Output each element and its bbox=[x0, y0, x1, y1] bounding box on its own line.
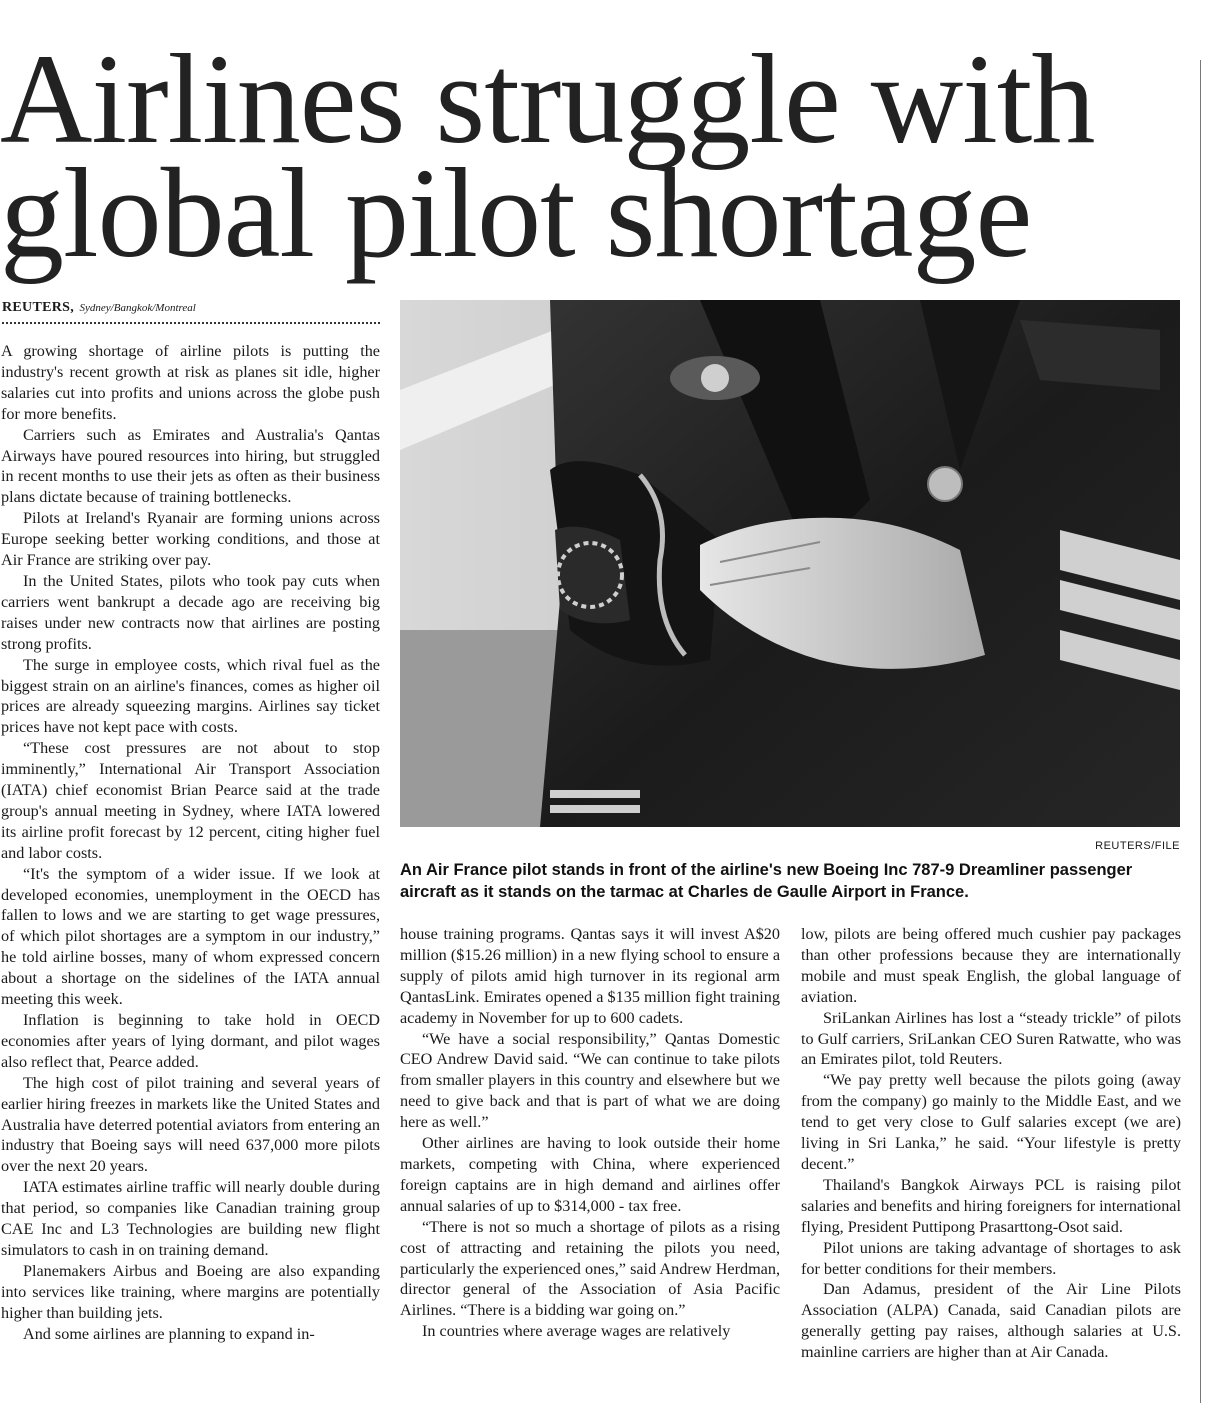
paragraph: Thailand's Bangkok Airways PCL is raising pilot salaries and benefits and hiring foreigners for international flying, President Puttipong Prasarttong-Osot said. bbox=[801, 1175, 1181, 1236]
headline bbox=[0, 28, 1190, 284]
paragraph: The surge in employee costs, which rival fuel as the biggest strain on an airline's finances, comes as higher oil prices are already squeezing margins. Airlines say ticket prices have not kept pace with costs. bbox=[1, 655, 380, 737]
paragraph: Other airlines are having to look outside their home markets, competing with China, where experienced foreign captains are in high demand and airlines offer annual salaries of up to $314,000 - tax free. bbox=[400, 1134, 780, 1215]
column-rule bbox=[1200, 60, 1201, 1403]
paragraph: A growing shortage of airline pilots is putting the industry's recent growth at risk as planes sit idle, higher salaries cut into profits and unions across the globe push for more benefits. bbox=[1, 342, 380, 423]
article-column-1 bbox=[1, 341, 380, 1345]
photo-caption: An Air France pilot stands in front of the airline's new Boeing Inc 787-9 Dreamliner passenger aircraft as it stands on the tarmac at Charles de Gaulle Airport in France. bbox=[400, 861, 1133, 901]
photo-credit: REUTERS/FILE bbox=[1095, 840, 1180, 852]
paragraph: “It's the symptom of a wider issue. If we look at developed economies, unemployment in the OECD has fallen to lows and we are starting to get wage pressures, of which pilot shortages are a symptom in our industry,” he told airline bosses, many of whom expressed concern about a shortage on the sidelines of the IATA annual meeting this week. bbox=[1, 864, 380, 1009]
paragraph: Dan Adamus, president of the Air Line Pilots Association (ALPA) Canada, said Canadian pilots are generally getting pay raises, although salaries at U.S. mainline carriers are higher than at Air Canada. bbox=[801, 1280, 1181, 1362]
paragraph: “These cost pressures are not about to stop imminently,” International Air Transport Association (IATA) chief economist Brian Pearce said at the trade group's annual meeting in Sydney, where IATA lowered its airline profit forecast by 12 percent, citing higher fuel and labor costs. bbox=[1, 739, 380, 862]
paragraph: “We have a social responsibility,” Qantas Domestic CEO Andrew David said. “We can continue to take pilots from smaller players in this country and elsewhere but we need to give back and that is part of what we are doing here as well.” bbox=[400, 1029, 780, 1132]
pilot-photo bbox=[400, 300, 1180, 827]
headline-line-1: Airlines struggle with bbox=[0, 28, 1095, 170]
headline-line-2: global pilot shortage bbox=[0, 142, 1032, 284]
paragraph: IATA estimates airline traffic will nearly double during that period, so companies like Canadian training group CAE Inc and L3 Technologies are building new flight simulators to cash in on training demand. bbox=[1, 1178, 380, 1259]
paragraph: low, pilots are being offered much cushier pay packages than other professions because they are internationally mobile and must speak English, the global language of aviation. bbox=[801, 925, 1181, 1006]
article-column-3 bbox=[801, 924, 1181, 1363]
article-column-2 bbox=[400, 924, 780, 1342]
paragraph: And some airlines are planning to expand in- bbox=[23, 1324, 315, 1343]
paragraph: Pilot unions are taking advantage of shortages to ask for better conditions for their members. bbox=[801, 1238, 1181, 1278]
paragraph: Inflation is beginning to take hold in OECD economies after years of lying dormant, and pilot wages also reflect that, Pearce added. bbox=[1, 1011, 380, 1071]
dotted-divider bbox=[2, 322, 380, 324]
paragraph: The high cost of pilot training and several years of earlier hiring freezes in markets like the United States and Australia have deterred potential aviators from entering an industry that Boeing says will need 637,000 more pilots over the next 20 years. bbox=[1, 1073, 380, 1176]
byline-dateline: Sydney/Bangkok/Montreal bbox=[79, 302, 196, 314]
paragraph: SriLankan Airlines has lost a “steady trickle” of pilots to Gulf carriers, SriLankan CEO Suren Ratwatte, who was an Emirates pilot, told Reuters. bbox=[801, 1008, 1181, 1069]
byline-agency: REUTERS, bbox=[2, 300, 75, 315]
paragraph: house training programs. Qantas says it will invest A$20 million ($15.26 million) in a new flying school to ensure a supply of pilots amid high turnover in its regional arm QantasLink. Emirates opened a $135 million fight training academy in November for up to 600 cadets. bbox=[400, 925, 780, 1027]
paragraph: “We pay pretty well because the pilots going (away from the company) go mainly to the Middle East, and we tend to get very close to Gulf salaries except (we are) living in Sri Lanka,” he said. “Your lifestyle is pretty decent.” bbox=[801, 1071, 1181, 1173]
paragraph: In countries where average wages are relatively bbox=[422, 1322, 731, 1341]
paragraph: Pilots at Ireland's Ryanair are forming unions across Europe seeking better working conditions, and those at Air France are striking over pay. bbox=[1, 509, 380, 570]
paragraph: In the United States, pilots who took pay cuts when carriers went bankrupt a decade ago are receiving big raises under new contracts now that airlines are posting strong profits. bbox=[1, 571, 380, 653]
paragraph: Planemakers Airbus and Boeing are also expanding into services like training, where margins are potentially higher than building jets. bbox=[1, 1261, 380, 1322]
byline bbox=[2, 300, 196, 316]
paragraph: Carriers such as Emirates and Australia's Qantas Airways have poured resources into hiring, but struggled in recent months to use their jets as often as their business plans dictate because of training bottlenecks. bbox=[1, 425, 380, 507]
paragraph: “There is not so much a shortage of pilots as a rising cost of attracting and retaining the pilots you need, particularly the experienced ones,” said Andrew Herdman, director general of the Association of Asia Pacific Airlines. “There is a bidding war going on.” bbox=[400, 1217, 780, 1320]
